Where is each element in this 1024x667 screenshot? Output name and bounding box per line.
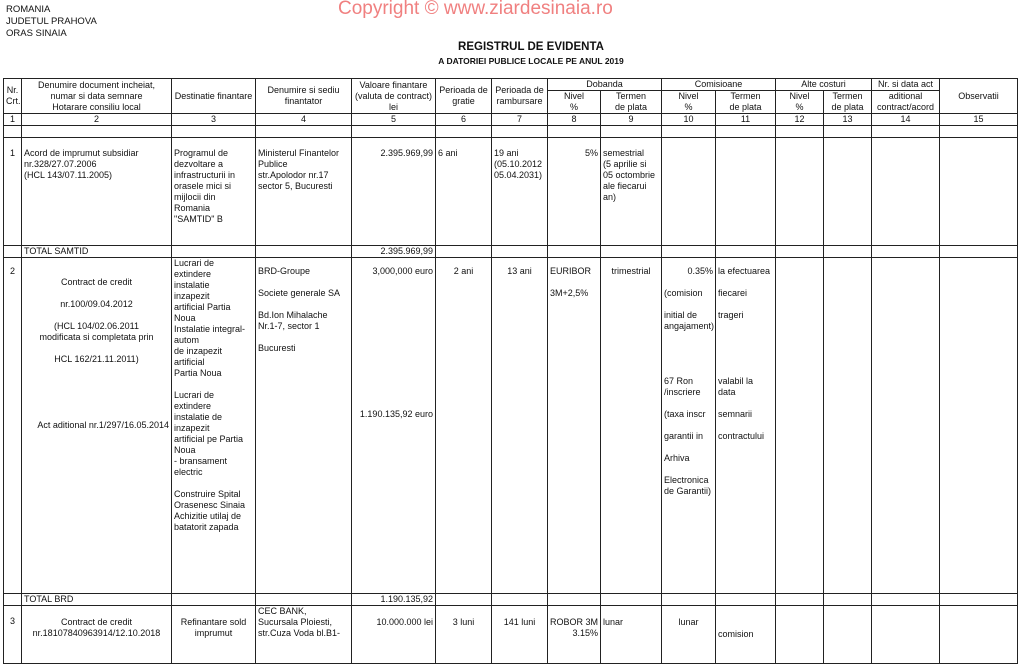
total-row <box>4 594 1018 606</box>
document-line: Contract de credit <box>60 277 133 287</box>
commission-level-cell: lunar <box>662 606 716 664</box>
spacer-row <box>4 126 1018 138</box>
col-header-commission-term: Termen de plata <box>716 91 776 114</box>
financier-line: Societe generale SA <box>258 288 341 298</box>
table-row <box>4 606 1018 664</box>
commission-line: 67 Ron /inscriere <box>664 376 701 397</box>
commission-term-line: contractului <box>718 431 765 441</box>
city-label: ORAS SINAIA <box>6 28 67 39</box>
col-number: 6 <box>436 114 492 126</box>
commission-line: Arhiva <box>664 453 690 463</box>
col-number: 2 <box>22 114 172 126</box>
commission-line: (taxa inscr <box>664 409 706 419</box>
col-header-act: Nr. si data act <box>872 79 940 91</box>
col-header-interest-level: Nivel % <box>548 91 601 114</box>
issuer-block <box>6 4 97 40</box>
grace-cell: 6 ani <box>436 138 492 246</box>
col-number: 14 <box>872 114 940 126</box>
col-number: 9 <box>601 114 662 126</box>
commission-term-line: trageri <box>718 310 744 320</box>
commission-term-line: la efectuarea <box>718 266 771 276</box>
financier-line: Bucuresti <box>258 343 296 353</box>
document-line: (HCL 104/02.06.2011 modificata si completata prin <box>39 321 154 342</box>
col-header-nr: Nr. Crt. <box>4 79 22 114</box>
financier-cell: Ministerul Finantelor Publice str.Apolodor nr.17 sector 5, Bucuresti <box>256 138 352 246</box>
row-number: 1 <box>4 138 22 246</box>
col-header-interest: Dobanda <box>548 79 662 91</box>
col-header-repayment: Perioada de rambursare <box>492 79 548 114</box>
col-number: 3 <box>172 114 256 126</box>
repayment-cell: 13 ani <box>492 258 548 594</box>
document-cell <box>22 258 172 594</box>
interest-level-line: 3M+2,5% <box>550 288 589 298</box>
destination-line: Lucrari de extindere instalatie inzapezit artificial Partia Noua Instalatie integral- autom de inzapezit artificial Partia Noua <box>174 258 246 378</box>
destination-cell: Refinantare sold imprumut <box>172 606 256 664</box>
total-row <box>4 246 1018 258</box>
copyright-watermark: Copyright © www.ziardesinaia.ro <box>338 0 613 19</box>
col-header-interest-term: Termen de plata <box>601 91 662 114</box>
interest-term-cell: semestrial (5 aprilie si 05 octombrie ale fiecarui an) <box>601 138 662 246</box>
col-header-destination: Destinatie finantare <box>172 79 256 114</box>
col-number: 4 <box>256 114 352 126</box>
repayment-cell: 19 ani (05.10.2012 05.04.2031) <box>492 138 548 246</box>
col-number: 15 <box>940 114 1018 126</box>
financier-line: BRD-Groupe <box>258 266 311 276</box>
interest-term-cell: trimestrial <box>601 258 662 594</box>
col-header-financier: Denumire si sediu finantator <box>256 79 352 114</box>
total-label: TOTAL BRD <box>22 594 172 606</box>
row-number: 3 <box>4 606 22 664</box>
table-row <box>4 138 1018 246</box>
destination-cell <box>172 258 256 594</box>
grace-cell: 3 luni <box>436 606 492 664</box>
row-number: 2 <box>4 258 22 594</box>
country-label: ROMANIA <box>6 4 51 15</box>
col-header-value: Valoare finantare (valuta de contract) lei <box>352 79 436 114</box>
document-line: Act aditional nr.1/297/16.05.2014 <box>37 420 169 430</box>
value-cell: 10.000.000 lei <box>352 606 436 664</box>
commission-term-cell <box>716 258 776 594</box>
col-number: 12 <box>776 114 824 126</box>
total-value: 2.395.969,99 <box>352 246 436 258</box>
document-title: REGISTRUL DE EVIDENTA <box>458 41 604 53</box>
col-header-other-level: Nivel % <box>776 91 824 114</box>
col-header-commissions: Comisioane <box>662 79 776 91</box>
document-subtitle: A DATORIEI PUBLICE LOCALE PE ANUL 2019 <box>438 56 624 66</box>
document-line: nr.100/09.04.2012 <box>60 299 133 309</box>
value-line: 3,000,000 euro <box>372 266 433 276</box>
repayment-cell: 141 luni <box>492 606 548 664</box>
column-number-row <box>4 114 1018 126</box>
document-cell: Acord de imprumut subsidiar nr.328/27.07.2006 (HCL 143/07.11.2005) <box>22 138 172 246</box>
commission-line: garantii in <box>664 431 704 441</box>
table-row <box>4 258 1018 594</box>
col-header-document: Denumire document incheiat, numar si data semnare Hotarare consiliu local <box>22 79 172 114</box>
county-label: JUDETUL PRAHOVA <box>6 16 97 27</box>
commission-line: initial de angajament) <box>664 310 715 331</box>
interest-level-cell: 5% <box>548 138 601 246</box>
commission-term-line: semnarii <box>718 409 753 419</box>
value-line: 1.190.135,92 euro <box>359 409 433 419</box>
col-header-commission-level: Nivel % <box>662 91 716 114</box>
col-header-grace: Perioada de gratie <box>436 79 492 114</box>
financier-cell: CEC BANK, Sucursala Ploiesti, str.Cuza Voda bl.B1- <box>256 606 352 664</box>
col-header-other-term: Termen de plata <box>824 91 872 114</box>
interest-level-cell: ROBOR 3M 3.15% <box>548 606 601 664</box>
col-number: 8 <box>548 114 601 126</box>
commission-line: (comision <box>664 288 703 298</box>
grace-cell: 2 ani <box>436 258 492 594</box>
commission-line: 0.35% <box>687 266 714 276</box>
total-label: TOTAL SAMTID <box>22 246 172 258</box>
financier-cell <box>256 258 352 594</box>
col-header-act-sub: aditional contract/acord <box>872 91 940 114</box>
col-number: 11 <box>716 114 776 126</box>
interest-level-line: EURIBOR <box>550 266 592 276</box>
col-header-other-costs: Alte costuri <box>776 79 872 91</box>
interest-level-cell <box>548 258 601 594</box>
total-value: 1.190.135,92 <box>352 594 436 606</box>
col-number: 13 <box>824 114 872 126</box>
commission-term-line: valabil la data <box>718 376 754 397</box>
financier-line: Bd.Ion Mihalache Nr.1-7, sector 1 <box>258 310 328 331</box>
document-line: HCL 162/21.11.2011) <box>54 354 139 364</box>
col-number: 7 <box>492 114 548 126</box>
col-header-observations: Observatii <box>940 79 1018 114</box>
commission-line: Electronica de Garantii) <box>664 475 712 496</box>
header-row <box>4 79 1018 91</box>
destination-line: Lucrari de extindere instalatie de inzapezit artificial pe Partia Noua - bransament electric <box>174 390 244 477</box>
col-number: 1 <box>4 114 22 126</box>
col-number: 5 <box>352 114 436 126</box>
commission-term-cell: comision <box>716 606 776 664</box>
document-cell: Contract de credit nr.18107840963914/12.10.2018 <box>22 606 172 664</box>
interest-term-cell: lunar <box>601 606 662 664</box>
destination-cell: Programul de dezvoltare a infrastructurii in orasele mici si mijlocii din Romania "SAMTID" B <box>172 138 256 246</box>
value-cell <box>352 258 436 594</box>
commission-level-cell <box>662 258 716 594</box>
destination-line: Construire Spital Orasenesc Sinaia Achizitie utilaj de batatorit zapada <box>174 489 246 532</box>
col-number: 10 <box>662 114 716 126</box>
debt-register-table <box>3 78 1018 664</box>
commission-term-line: fiecarei <box>718 288 748 298</box>
value-cell: 2.395.969,99 <box>352 138 436 246</box>
